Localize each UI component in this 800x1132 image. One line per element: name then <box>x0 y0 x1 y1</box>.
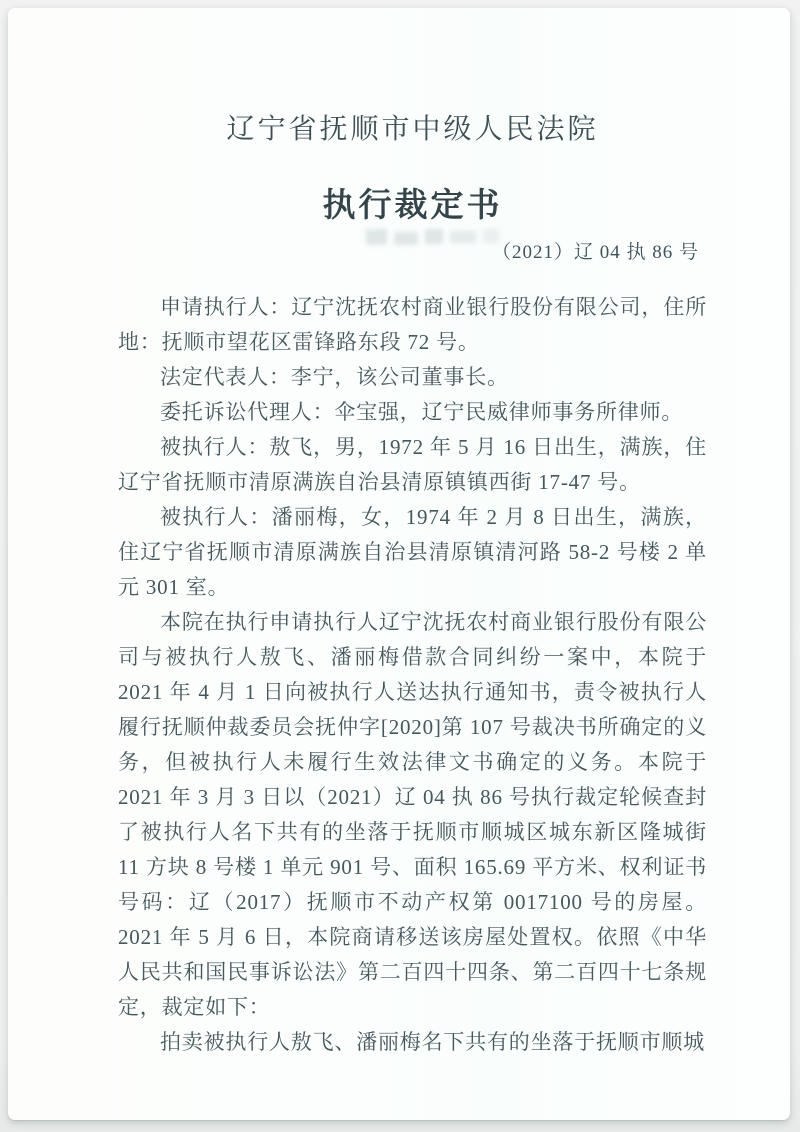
paragraph-attorney: 委托诉讼代理人：伞宝强，辽宁民威律师事务所律师。 <box>160 400 684 424</box>
document-body <box>118 290 707 1060</box>
document-page <box>8 8 790 1120</box>
court-name-heading: 辽宁省抚顺市中级人民法院 <box>226 114 599 145</box>
paragraph-ruling-auction: 拍卖被执行人敖飞、潘丽梅名下共有的坐落于抚顺市顺城 <box>160 1030 705 1054</box>
paragraph-respondent-1: 被执行人：敖飞，男，1972 年 5 月 16 日出生，满族，住辽宁省抚顺市清原满族自治县清原镇镇西街 17-47 号。 <box>118 435 707 494</box>
document-title: 执行裁定书 <box>322 188 503 224</box>
paragraph-respondent-2: 被执行人：潘丽梅，女，1974 年 2 月 8 日出生，满族，住辽宁省抚顺市清原满族自治县清原镇清河路 58-2 号楼 2 单元 301 室。 <box>118 505 707 599</box>
paragraph-applicant: 申请执行人：辽宁沈抚农村商业银行股份有限公司，住所地：抚顺市望花区雷锋路东段 72 号。 <box>118 295 707 354</box>
paragraph-legal-representative: 法定代表人：李宁，该公司董事长。 <box>160 365 509 389</box>
document-content <box>118 8 707 1060</box>
case-number: （2021）辽 04 执 86 号 <box>491 242 699 263</box>
paragraph-case-findings: 本院在执行申请执行人辽宁沈抚农村商业银行股份有限公司与被执行人敖飞、潘丽梅借款合同纠纷一案中，本院于 2021 年 4 月 1 日向被执行人送达执行通知书，责令被执行人履行抚顺仲裁委员会抚仲字[2020]第 107 号裁决书所确定的义务，但被执行人未履行生效法律文书确定的义务。本院于 2021 年 3 月 3 日以（2021）辽 04 执 86 号执行裁定轮候查封了被执行人名下共有的坐落于抚顺市顺城区城东新区隆城街 11 方块 8 号楼 1 单元 901 号、面积 165.69 平方米、权利证书号码：辽（2017）抚顺市不动产权第 0017100 号的房屋。2021 年 5 月 6 日，本院商请移送该房屋处置权。依照《中华人民共和国民事诉讼法》第二百四十四条、第二百四十七条规定，裁定如下： <box>118 610 707 1019</box>
